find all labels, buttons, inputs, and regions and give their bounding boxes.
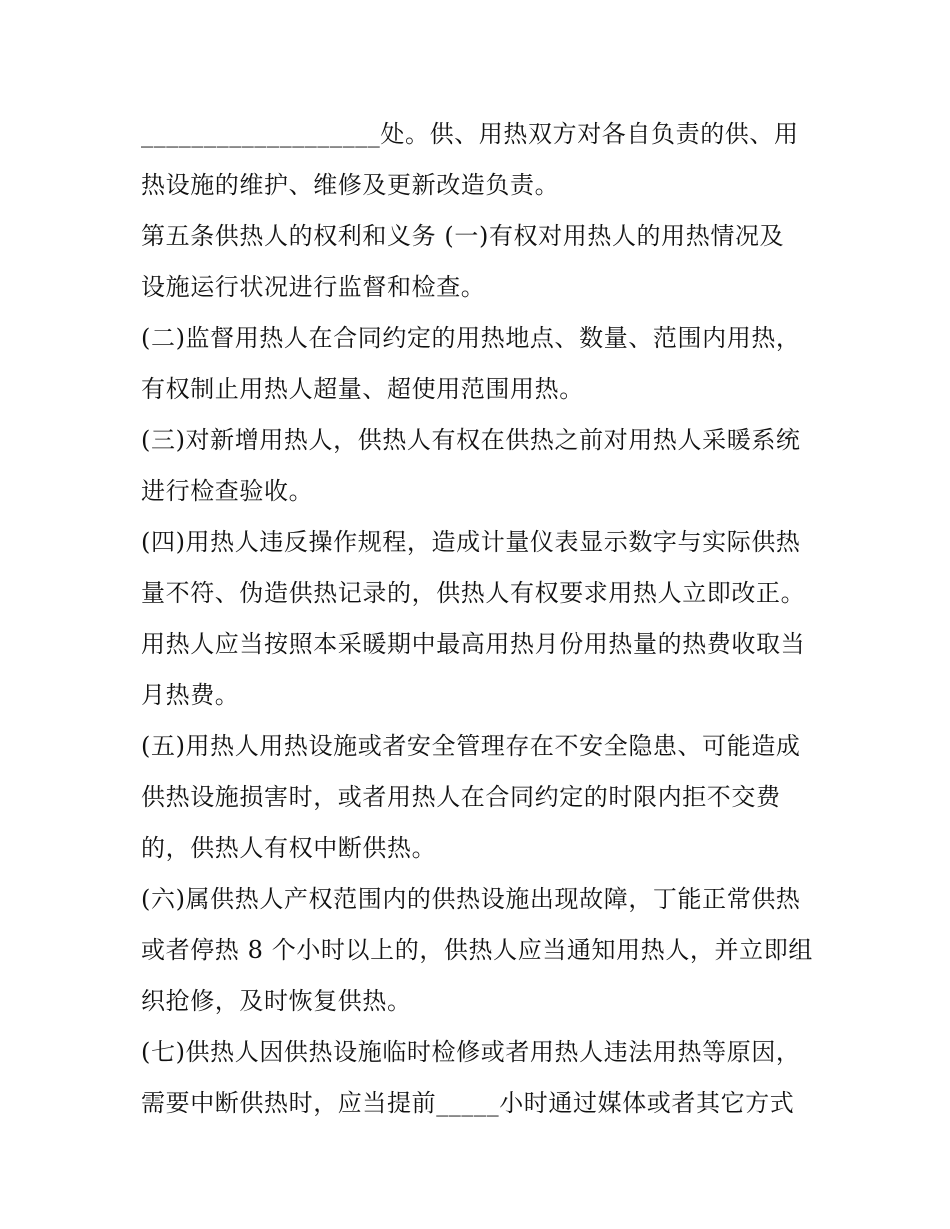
text-line: 月热费。 — [141, 681, 240, 709]
text-line: 供热设施损害时，或者用热人在合同约定的时限内拒不交费 — [141, 783, 781, 811]
text-line: (四)用热人违反操作规程，造成计量仪表显示数字与实际供热 — [141, 528, 801, 556]
text-line: (七)供热人因供热设施临时检修或者用热人违法用热等原因， — [141, 1038, 801, 1066]
text-line: 热设施的维护、维修及更新改造负责。 — [141, 171, 560, 199]
text-line: 的，供热人有权中断供热。 — [141, 834, 437, 862]
text-line: 设施运行状况进行监督和检查。 — [141, 273, 486, 301]
text-line: ___________________处。供、用热双方对各自负责的供、用 — [141, 120, 799, 148]
text-line: 需要中断供热时，应当提前_____小时通过媒体或者其它方式 — [141, 1089, 795, 1117]
text-line: 量不符、伪造供热记录的，供热人有权要求用热人立即改正。 — [141, 579, 806, 607]
document-body — [141, 109, 821, 1129]
text-line: 或者停热 8 个小时以上的，供热人应当通知用热人，并立即组 — [141, 936, 813, 964]
text-line: (六)属供热人产权范围内的供热设施出现故障，丁能正常供热 — [141, 885, 801, 913]
text-line: 有权制止用热人超量、超使用范围用热。 — [141, 375, 584, 403]
text-line: 第五条供热人的权利和义务 (一)有权对用热人的用热情况及 — [141, 222, 785, 250]
text-line: (三)对新增用热人，供热人有权在供热之前对用热人采暖系统 — [141, 426, 801, 454]
text-line: 织抢修，及时恢复供热。 — [141, 987, 412, 1015]
text-line: (五)用热人用热设施或者安全管理存在不安全隐患、可能造成 — [141, 732, 801, 760]
text-line: (二)监督用热人在合同约定的用热地点、数量、范围内用热， — [141, 324, 801, 352]
text-line: 用热人应当按照本采暖期中最高用热月份用热量的热费收取当 — [141, 630, 806, 658]
text-line: 进行检查验收。 — [141, 477, 314, 505]
